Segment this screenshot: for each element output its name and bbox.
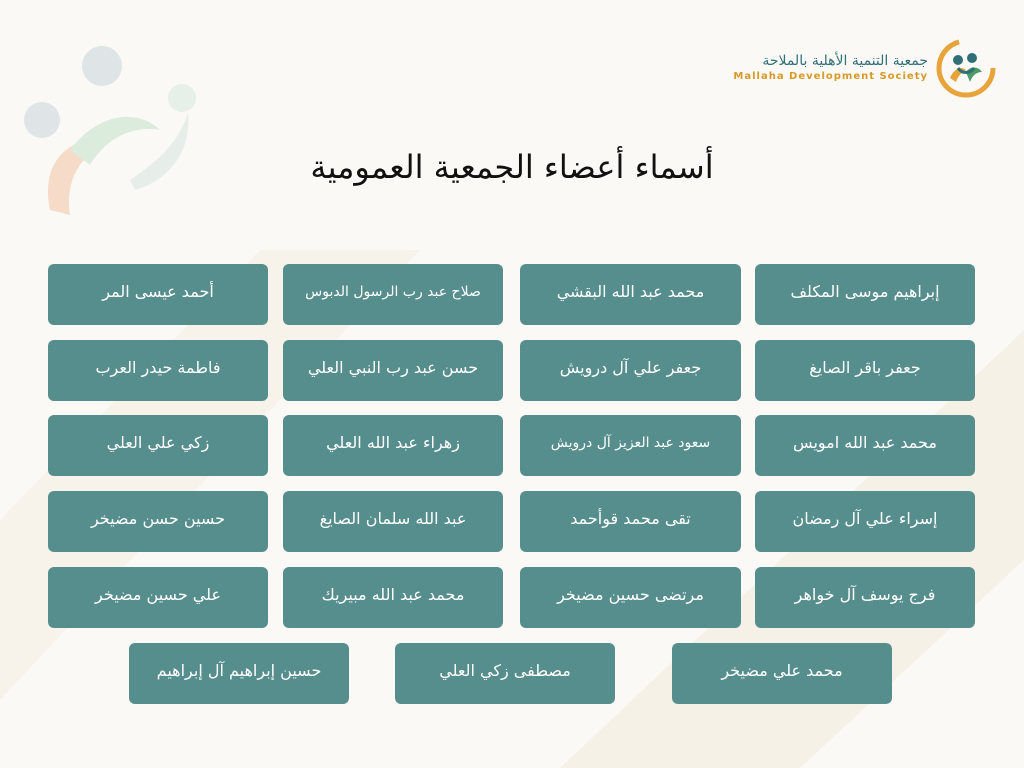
member-card: جعفر علي آل درويش [520,340,741,401]
member-card: محمد عبد الله البقشي [520,264,741,325]
member-card: أحمد عيسى المر [48,264,268,325]
watermark-logo-icon [10,40,200,230]
member-card: مصطفى زكي العلي [395,643,615,704]
page-title: أسماء أعضاء الجمعية العمومية [310,148,714,186]
member-card: مرتضى حسين مضيخر [520,567,741,628]
logo-text [733,52,928,84]
member-card: حسين حسن مضيخر [48,491,268,552]
member-card: زهراء عبد الله العلي [283,415,503,476]
member-card: محمد علي مضيخر [672,643,892,704]
organization-logo [733,38,996,98]
member-card: حسن عبد رب النبي العلي [283,340,503,401]
member-card: جعفر باقر الصايغ [755,340,975,401]
org-name-english: Mallaha Development Society [733,71,928,82]
member-card: تقى محمد قوأحمد [520,491,741,552]
member-card: إبراهيم موسى المكلف [755,264,975,325]
org-name-arabic: جمعية التنمية الأهلية بالملاحة [762,53,928,69]
org-logo-icon [936,38,996,98]
member-card: إسراء علي آل رمضان [755,491,975,552]
member-card: حسين إبراهيم آل إبراهيم [129,643,349,704]
member-card: محمد عبد الله مبيريك [283,567,503,628]
member-card: عبد الله سلمان الصايغ [283,491,503,552]
member-card: محمد عبد الله امويس [755,415,975,476]
member-card: فرج يوسف آل خواهر [755,567,975,628]
member-card: سعود عبد العزيز آل درويش [520,415,741,476]
member-card: صلاح عبد رب الرسول الدبوس [283,264,503,325]
member-card: فاطمة حيدر العرب [48,340,268,401]
member-card: زكي علي العلي [48,415,268,476]
member-card: علي حسين مضيخر [48,567,268,628]
